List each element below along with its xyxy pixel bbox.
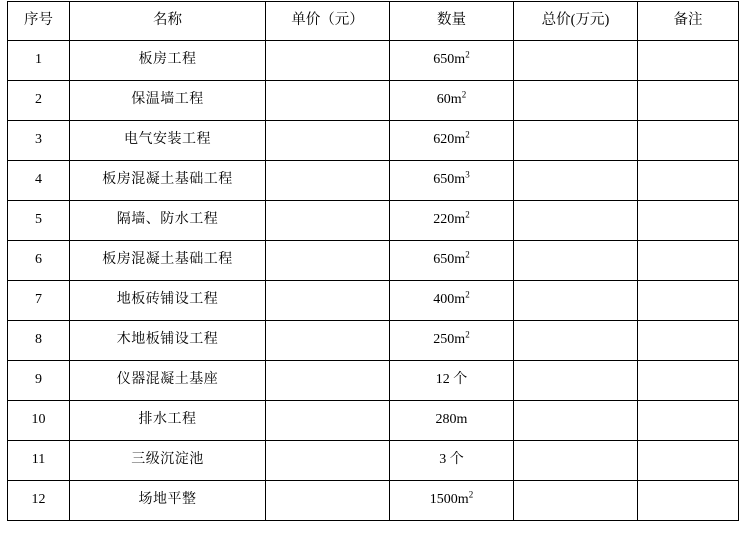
table-row: [8, 201, 739, 241]
table-row: [8, 321, 739, 361]
cell-note: [638, 41, 739, 81]
cell-unit-price: [266, 81, 390, 121]
cell-quantity: [390, 481, 514, 521]
cell-note: [638, 241, 739, 281]
cell-unit-price: [266, 361, 390, 401]
column-header-name: 名称: [70, 2, 266, 41]
cell-unit-price: [266, 121, 390, 161]
quantity-exponent: 2: [465, 129, 470, 140]
quantity-exponent: 2: [465, 209, 470, 220]
cell-seq: 3: [8, 121, 70, 161]
cell-note: [638, 481, 739, 521]
cell-unit-price: [266, 441, 390, 481]
quantity-exponent: 3: [465, 169, 470, 180]
cell-name: 电气安装工程: [70, 121, 266, 161]
cell-unit-price: [266, 201, 390, 241]
cell-note: [638, 81, 739, 121]
cell-note: [638, 321, 739, 361]
quantity-exponent: 2: [465, 49, 470, 60]
cell-seq: 1: [8, 41, 70, 81]
cell-total-price: [514, 401, 638, 441]
table-row: [8, 401, 739, 441]
cell-seq: 2: [8, 81, 70, 121]
quantity-value: $250m^2$: [433, 329, 470, 348]
table-body: [8, 41, 739, 521]
cell-seq: 10: [8, 401, 70, 441]
cell-quantity: [390, 201, 514, 241]
cell-unit-price: [266, 321, 390, 361]
cell-name: 板房混凝土基础工程: [70, 161, 266, 201]
quantity-exponent: 2: [461, 89, 467, 100]
quantity-value: 280m: [435, 412, 468, 428]
quantity-value: $60m^2$: [436, 89, 467, 108]
cell-note: [638, 161, 739, 201]
cell-unit-price: [266, 281, 390, 321]
cell-unit-price: [266, 241, 390, 281]
cell-quantity: [390, 161, 514, 201]
cell-seq: 5: [8, 201, 70, 241]
table-row: [8, 241, 739, 281]
column-header-unit-price: 单价（元）: [266, 2, 390, 41]
cell-quantity: [390, 361, 514, 401]
cell-note: [638, 361, 739, 401]
column-header-seq: 序号: [8, 2, 70, 41]
cell-note: [638, 441, 739, 481]
quantity-value: $650m^3$: [433, 169, 470, 188]
cell-quantity: [390, 281, 514, 321]
cell-note: [638, 121, 739, 161]
quantity-value: $650m^2$: [433, 249, 470, 268]
cell-name: 三级沉淀池: [70, 441, 266, 481]
cell-quantity: [390, 81, 514, 121]
table-row: [8, 481, 739, 521]
quantity-value: $650m^2$: [433, 49, 470, 68]
cell-seq: 6: [8, 241, 70, 281]
cell-name: 保温墙工程: [70, 81, 266, 121]
quantity-value: $1500m^2$: [429, 489, 474, 508]
cell-total-price: [514, 161, 638, 201]
cell-total-price: [514, 241, 638, 281]
column-header-note: 备注: [638, 2, 739, 41]
cell-name: 隔墙、防水工程: [70, 201, 266, 241]
cell-quantity: [390, 241, 514, 281]
quantity-exponent: 2: [468, 489, 474, 500]
budget-table: [7, 1, 739, 521]
cell-total-price: [514, 361, 638, 401]
cell-name: 仪器混凝土基座: [70, 361, 266, 401]
quantity-value: $400m^2$: [433, 289, 470, 308]
table-header: [8, 2, 739, 41]
cell-unit-price: [266, 161, 390, 201]
cell-total-price: [514, 81, 638, 121]
cell-unit-price: [266, 481, 390, 521]
cell-seq: 9: [8, 361, 70, 401]
cell-unit-price: [266, 401, 390, 441]
quantity-value: $220m^2$: [433, 209, 470, 228]
column-header-total-price: 总价(万元): [514, 2, 638, 41]
cell-total-price: [514, 441, 638, 481]
table-row: [8, 81, 739, 121]
cell-name: 地板砖铺设工程: [70, 281, 266, 321]
cell-total-price: [514, 121, 638, 161]
cell-total-price: [514, 481, 638, 521]
cell-seq: 12: [8, 481, 70, 521]
quantity-value: 3 个: [439, 452, 464, 468]
cell-quantity: [390, 441, 514, 481]
quantity-value: 12 个: [435, 372, 468, 388]
cell-seq: 4: [8, 161, 70, 201]
cell-total-price: [514, 201, 638, 241]
cell-name: 板房混凝土基础工程: [70, 241, 266, 281]
table-row: [8, 41, 739, 81]
quantity-exponent: 2: [465, 249, 470, 260]
cell-quantity: [390, 121, 514, 161]
table-row: [8, 161, 739, 201]
table-row: [8, 281, 739, 321]
table-header-row: [8, 2, 739, 41]
cell-quantity: [390, 401, 514, 441]
cell-name: 板房工程: [70, 41, 266, 81]
cell-note: [638, 281, 739, 321]
cell-name: 场地平整: [70, 481, 266, 521]
cell-quantity: [390, 41, 514, 81]
cell-total-price: [514, 281, 638, 321]
table-row: [8, 121, 739, 161]
cell-total-price: [514, 41, 638, 81]
cell-unit-price: [266, 41, 390, 81]
cell-seq: 7: [8, 281, 70, 321]
cell-note: [638, 201, 739, 241]
quantity-exponent: 2: [465, 329, 470, 340]
cell-name: 排水工程: [70, 401, 266, 441]
quantity-exponent: 2: [465, 289, 470, 300]
quantity-value: $620m^2$: [433, 129, 470, 148]
document-page: [0, 1, 745, 540]
cell-note: [638, 401, 739, 441]
table-row: [8, 441, 739, 481]
cell-quantity: [390, 321, 514, 361]
table-row: [8, 361, 739, 401]
cell-seq: 8: [8, 321, 70, 361]
cell-total-price: [514, 321, 638, 361]
column-header-quantity: 数量: [390, 2, 514, 41]
cell-name: 木地板铺设工程: [70, 321, 266, 361]
cell-seq: 11: [8, 441, 70, 481]
